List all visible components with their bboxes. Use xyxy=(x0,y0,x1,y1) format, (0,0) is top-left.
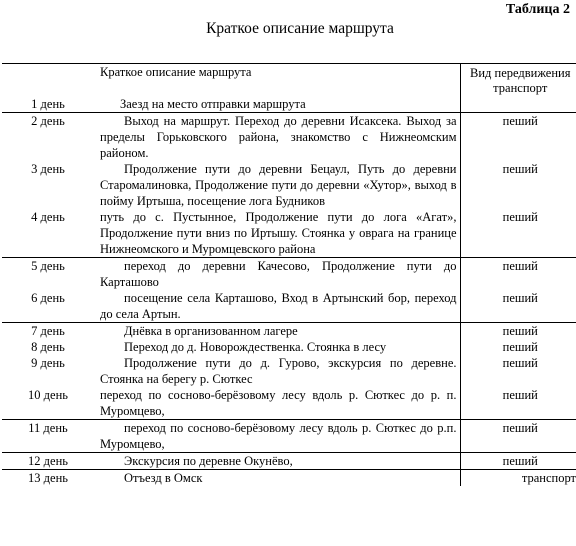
day-cell: 4 день xyxy=(2,209,96,258)
header-description: Краткое описание маршрута xyxy=(96,64,460,97)
document-title: Краткое описание маршрута xyxy=(206,20,394,37)
transport-cell: пеший xyxy=(460,387,576,420)
table-caption: Таблица 2 xyxy=(505,2,570,17)
transport-cell: транспорт xyxy=(521,471,576,485)
table-row xyxy=(2,355,576,387)
description-cell: путь до с. Пустынное, Продолжение пути до лога «Агат», Продолжение пути вниз по Иртышу. Стоянка у оврага на границе Нижнеомского и Муромцевского района xyxy=(96,209,460,258)
transport-cell: пеший xyxy=(502,356,538,370)
table-row xyxy=(2,323,576,340)
day-cell: 12 день xyxy=(2,453,96,470)
description-cell: Экскурсия по деревне Окунёво, xyxy=(96,453,460,470)
table-row xyxy=(2,113,576,162)
transport-cell: пеший xyxy=(460,453,576,470)
description-cell: посещение села Карташово, Вход в Артынский бор, переход до села Артын. xyxy=(96,290,460,323)
transport-cell: пеший xyxy=(460,420,576,453)
table-row xyxy=(2,470,576,487)
transport-cell: пеший xyxy=(460,290,576,323)
table-row xyxy=(2,339,576,355)
table-row xyxy=(2,420,576,453)
transport-cell: пеший xyxy=(502,259,538,273)
day-cell: 2 день xyxy=(31,114,65,128)
description-cell: Выход на маршрут. Переход до деревни Исаксека. Выход за пределы Горьковского района, знакомство с Нижнеомским районом. xyxy=(96,113,460,162)
day-cell: 11 день xyxy=(2,420,96,453)
description-cell: Переход до д. Новорождественка. Стоянка в лесу xyxy=(96,339,460,355)
transport-cell: пеший xyxy=(502,162,538,176)
description-cell: Продолжение пути до деревни Бецаул, Путь до деревни Старомалиновка, Продолжение пути до деревни «Хутор», выход в пойму Иртыша, посещение лога Будников xyxy=(96,161,460,209)
day-cell: 5 день xyxy=(31,259,65,273)
transport-cell: пеший xyxy=(502,340,538,354)
day-cell: 13 день xyxy=(28,471,68,485)
day-cell: 1 день xyxy=(2,96,96,113)
day-cell: 9 день xyxy=(31,356,65,370)
header-day-cell xyxy=(2,64,96,97)
description-cell: Продолжение пути до д. Гурово, экскурсия по деревне. Стоянка на берегу р. Сюткес xyxy=(96,355,460,387)
header-transport-type: Вид передвижения транспорт xyxy=(460,64,576,97)
description-cell: Заезд на место отправки маршрута xyxy=(96,96,460,113)
day-cell: 6 день xyxy=(2,290,96,323)
table-row xyxy=(2,258,576,291)
table-row xyxy=(2,161,576,209)
description-cell: Отъезд в Омск xyxy=(96,470,460,487)
table-row xyxy=(2,96,576,113)
table-row xyxy=(2,453,576,470)
transport-cell: пеший xyxy=(502,324,538,338)
table-row xyxy=(2,209,576,258)
description-cell: переход по сосново-берёзовому лесу вдоль р. Сюткес до р.п. Муромцево, xyxy=(96,420,460,453)
day-cell: 7 день xyxy=(31,324,65,338)
transport-cell xyxy=(460,96,576,113)
table-row xyxy=(2,387,576,420)
transport-cell: пеший xyxy=(502,114,538,128)
day-cell: 10 день xyxy=(2,387,96,420)
day-cell: 3 день xyxy=(31,162,65,176)
day-cell: 8 день xyxy=(31,340,65,354)
table-row xyxy=(2,290,576,323)
transport-cell: пеший xyxy=(460,209,576,258)
description-cell: Днёвка в организованном лагере xyxy=(96,323,460,340)
description-cell: переход по сосново-берёзовому лесу вдоль р. Сюткес до р. п. Муромцево, xyxy=(96,387,460,420)
route-table xyxy=(2,63,576,486)
description-cell: переход до деревни Качесово, Продолжение пути до Карташово xyxy=(96,258,460,291)
